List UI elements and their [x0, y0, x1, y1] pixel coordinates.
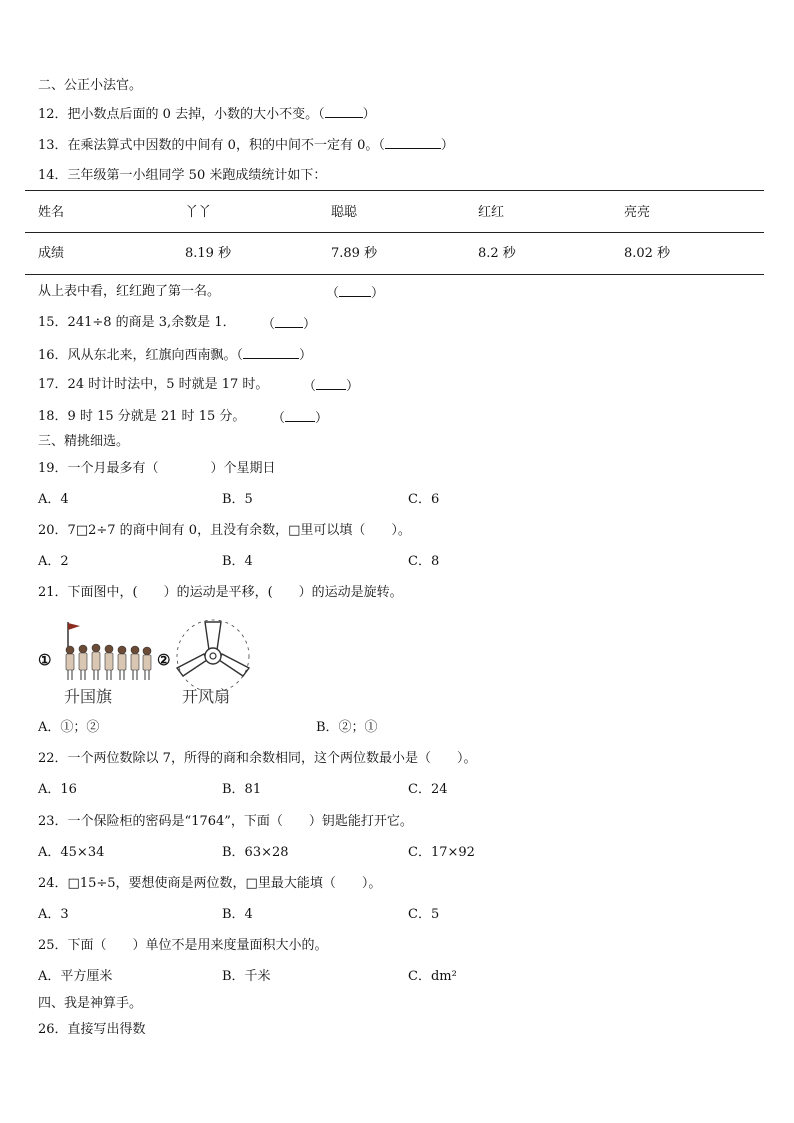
question-21-text: 21．下面图中，( ）的运动是平移，( ）的运动是旋转。	[38, 585, 403, 600]
section-heading-4: 四、我是神算手。	[38, 996, 143, 1011]
section-heading-2: 二、公正小法官。	[38, 78, 143, 93]
q20-option-c[interactable]: C．8	[408, 554, 440, 569]
figure-1-number: ①	[38, 651, 52, 669]
question-23-text: 23．一个保险柜的密码是“1764”，下面（ ）钥匙能打开它。	[38, 814, 413, 829]
question-14b-text: 从上表中看，红红跑了第一名。	[38, 284, 221, 299]
q20-option-a[interactable]: A．2	[38, 554, 69, 569]
q23-option-c[interactable]: C．17×92	[408, 845, 475, 860]
q20-option-b[interactable]: B．4	[222, 554, 253, 569]
figure-1-caption: 升国旗	[64, 687, 113, 706]
q24-option-a[interactable]: A．3	[38, 907, 69, 922]
q24-option-b[interactable]: B．4	[222, 907, 253, 922]
q23-option-a[interactable]: A．45×34	[38, 845, 105, 860]
q21-option-b[interactable]: B．②；①	[316, 720, 378, 735]
question-13-text: 13．在乘法算式中因数的中间有 0，积的中间不一定有 0。（	[38, 138, 385, 153]
table-cell-honghong: 8.2 秒	[478, 246, 516, 261]
answer-17: （ ）	[303, 379, 360, 394]
question-24-text: 24．□15÷5，要想使商是两位数，□里最大能填（ ）。	[38, 876, 382, 891]
question-18-text: 18．9 时 15 分就是 21 时 15 分。	[38, 409, 246, 424]
table-cell-congcong: 7.89 秒	[331, 246, 378, 261]
q19-option-b[interactable]: B．5	[222, 492, 253, 507]
q25-option-b[interactable]: B．千米	[222, 969, 271, 984]
section-heading-3: 三、精挑细选。	[38, 434, 130, 449]
question-20-text: 20．7□2÷7 的商中间有 0，且没有余数，□里可以填（ ）。	[38, 523, 411, 538]
question-13: 13．在乘法算式中因数的中间有 0，积的中间不一定有 0。（ ）	[38, 138, 454, 153]
question-14: 14．三年级第一小组同学 50 米跑成绩统计如下：	[38, 168, 327, 183]
q19-option-a[interactable]: A．4	[38, 492, 69, 507]
q25-option-a[interactable]: A．平方厘米	[38, 969, 113, 984]
q24-option-c[interactable]: C．5	[408, 907, 440, 922]
table-bottom-rule	[25, 274, 764, 275]
question-12-text: 12．把小数点后面的 0 去掉，小数的大小不变。（	[38, 107, 325, 122]
answer-blank-15[interactable]	[275, 315, 303, 328]
answer-18: （ ）	[272, 411, 329, 426]
flag-raising-illustration	[56, 620, 156, 682]
q22-option-b[interactable]: B．81	[222, 782, 262, 797]
figure-2-caption: 开风扇	[182, 687, 231, 706]
table-header-yaya: 丫丫	[185, 205, 212, 220]
table-header-name: 姓名	[38, 205, 65, 220]
question-17-text: 17．24 时计时法中，5 时就是 17 时。	[38, 377, 269, 392]
answer-15: （ ）	[262, 317, 317, 332]
answer-blank-13[interactable]	[385, 136, 441, 149]
q21-option-a[interactable]: A．①；②	[38, 720, 100, 735]
table-top-rule	[25, 190, 764, 191]
q25-option-c[interactable]: C．dm²	[408, 969, 457, 984]
question-25-text: 25．下面（ ）单位不是用来度量面积大小的。	[38, 938, 328, 953]
answer-blank-14[interactable]	[339, 284, 371, 297]
figure-2-number: ②	[157, 651, 171, 669]
answer-blank-17[interactable]	[316, 377, 346, 390]
question-22-text: 22．一个两位数除以 7，所得的商和余数相同，这个两位数最小是（ ）。	[38, 751, 477, 766]
question-26-text: 26．直接写出得数	[38, 1022, 146, 1037]
question-19-text: 19．一个月最多有（ ）个星期日	[38, 461, 276, 476]
question-12: 12．把小数点后面的 0 去掉，小数的大小不变。（ ）	[38, 107, 376, 122]
q19-option-c[interactable]: C．6	[408, 492, 440, 507]
table-mid-rule	[25, 232, 764, 233]
table-header-liangliang: 亮亮	[624, 205, 651, 220]
table-cell-yaya: 8.19 秒	[185, 246, 232, 261]
answer-blank-16[interactable]	[243, 346, 299, 359]
question-15-text: 15．241÷8 的商是 3,余数是 1．	[38, 315, 236, 330]
table-row-label: 成绩	[38, 246, 65, 261]
table-header-honghong: 红红	[478, 205, 505, 220]
question-16-text: 16．风从东北来，红旗向西南飘。（	[38, 348, 244, 363]
question-16: 16．风从东北来，红旗向西南飘。（ ）	[38, 348, 313, 363]
answer-14: （ ）	[326, 286, 385, 301]
table-header-congcong: 聪聪	[331, 205, 358, 220]
q22-option-a[interactable]: A．16	[38, 782, 77, 797]
table-cell-liangliang: 8.02 秒	[624, 246, 671, 261]
q22-option-c[interactable]: C．24	[408, 782, 448, 797]
answer-blank-18[interactable]	[285, 409, 315, 422]
q23-option-b[interactable]: B．63×28	[222, 845, 289, 860]
answer-blank-12[interactable]	[325, 105, 363, 118]
